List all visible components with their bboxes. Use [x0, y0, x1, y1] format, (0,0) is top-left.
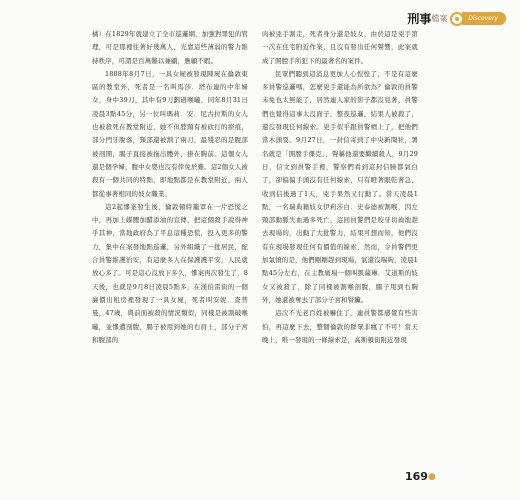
article-body [92, 28, 418, 347]
section-title: 刑事 [407, 12, 432, 26]
paragraph: 肉被兇手割走，死者身分還是妓女，由於這是兇手第一次在住宅附近作案，且沒有發出任何聲響，此案就成了開膛手所犯下的最著名的案件。 [262, 30, 418, 65]
paragraph: 民眾們聽到這消息更加人心惶惶了，不是有這麼多員警巡邏嗎，怎麼兇手還能為所欲為？倫敦的員警未免也太無能了，居然連人家的影子都沒見著，員警們也覺得這事太沒面子，整夜巡邏，結果人被殺了，還沒發現任何線索。兇手似乎跟員警槓上了，把他們當木頭耍。9月27日，一封信寄到了中央新聞社，署名就是「開膛手傑克」，聲稱他還要繼續殺人，9月29日，信文到員警手裡，警察們看到這封信臉都氣白了，卻偏偏手頭沒有任何線索，只有瞪著眼乾著急，收到信後過了1天，兇手果然又行動了。當天凌晨1點，一名瑞典籍妓女伊莉莎白．史泰德被割喉，因左頸部動脈失血過多死亡，這回員警們是咬牙切齒地趕去現場的，出動了大批警力，結果可想而知，他們沒有在現場發現任何有價值的線索，然而，令員警們更加氣憤的是，他們剛剛趕到現場，氣還沒喘夠，凌晨1點45分左右，在主教廣場一個叫凱薩琳．艾道斯的妓女又被殺了，除了同樣被割喉剖腹，腸子甩到右胸外，她還被奪去了部分子宮和腎臟。 [262, 69, 418, 304]
page-number: 169 [405, 470, 428, 483]
paragraph: 這2起慘案發生後，倫敦頓時籠罩在一片恐慌之中，再加上媒體加醋添油的宣傳，把這個殺手說得神乎其神，當地政府為了平息這種恐慌，投入更多的警力，集中在案發地點巡邏，另外組織了一批居民，配合員警維護治安，有這麼多人在保護護平安，人民就放心多了。可是這心沒放下多久，慘案再次發生了，8天後，也就是9月8日凌晨5點多，在漢伯雷街的一個廉價出租房裡發現了一具女屍，死者叫安妮．查普曼，47歲，與前面被殺的情況類似，同樣是被割破喉嚨，並慘遭剖腹，腸子被甩到她的右肩上，部分子宮和腹部的 [92, 202, 248, 344]
page-dot-icon: ● [428, 472, 436, 482]
section-subtitle: 檔案 [431, 14, 448, 23]
right-column [262, 28, 418, 347]
page-header [407, 10, 506, 27]
left-column [92, 28, 248, 347]
paragraph: 1888年8月7日，一具女屍被發現陳屍在倫敦東區的教堂外，死者是一名叫馬莎．塔布連的中年婦女，身中39刀，其中有9刀劃過喉嚨，同年8月31日凌晨3點45分，另一位叫瑪莉．安．尼古拉斯的女人也被殺死在教堂附近，她不但脖頸有被砍打的瘀痕，部分門牙脫落，頸部還被割了兩刀，最殘忍的是腹部被剖開，腸子直接被拖出體外，掛在胸前。這個女人還是個孕婦，腹中女嬰也沒有倖免於難。這2個女人被殺有一個共同的特點，即地點都是在教堂附近，兩人都從事著相同的妓女職業。 [92, 69, 248, 198]
paragraph: 橘）在1829年就建立了全市巡邏網，加強對罪犯的管理，可是那裡住著好幾萬人，光靠這些薄弱的警力維持秩序，可謂是百萬難以兼顧，應顧不暇。 [92, 30, 248, 65]
section-band: Discovery [462, 12, 506, 25]
paragraph: 這次不光老百姓被嚇住了，連員警都感覺有些害怕，再這麼下去，整個倫敦的群眾非瘋了不可！當天晚上，唯一發現的一條線索是，高斯頓街附近發現 [262, 309, 418, 344]
